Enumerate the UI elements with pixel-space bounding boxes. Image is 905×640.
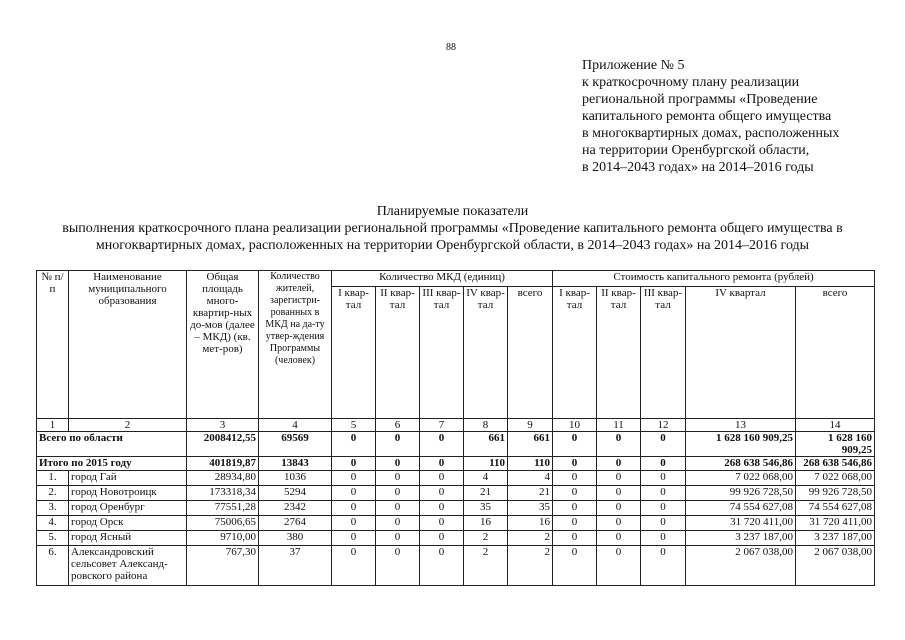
cell: 0 [332, 531, 376, 546]
header-mkd-q2: II квар-тал [376, 287, 420, 419]
cell: 2 [508, 531, 553, 546]
total-label: Всего по области [37, 432, 187, 457]
cell: 4 [464, 471, 508, 486]
cell: 77551,28 [187, 501, 259, 516]
cell: 0 [332, 501, 376, 516]
header-cost-q2: II квар-тал [597, 287, 641, 419]
cell: 28934,80 [187, 471, 259, 486]
col-number: 7 [420, 419, 464, 432]
col-number: 6 [376, 419, 420, 432]
cell: 0 [641, 546, 686, 586]
cell: 0 [420, 546, 464, 586]
cell: 0 [332, 486, 376, 501]
cell: город Гай [69, 471, 187, 486]
cell: 0 [597, 486, 641, 501]
cell: 0 [332, 432, 376, 457]
cell: 0 [641, 471, 686, 486]
cell: 380 [259, 531, 332, 546]
cell: 0 [597, 432, 641, 457]
header-mkd-q3: III квар-тал [420, 287, 464, 419]
cell: 0 [641, 516, 686, 531]
cell: 0 [420, 457, 464, 471]
cell: 0 [420, 516, 464, 531]
cell: 0 [641, 531, 686, 546]
cell: 0 [420, 471, 464, 486]
cell: 99 926 728,50 [796, 486, 875, 501]
cell: 173318,34 [187, 486, 259, 501]
cell: 21 [508, 486, 553, 501]
cell: 3. [37, 501, 69, 516]
cell: 268 638 546,86 [796, 457, 875, 471]
cell: 0 [420, 531, 464, 546]
cell: 69569 [259, 432, 332, 457]
cell: 74 554 627,08 [796, 501, 875, 516]
cell: 0 [553, 531, 597, 546]
cell: 5294 [259, 486, 332, 501]
header-cost-total: всего [796, 287, 875, 419]
cell: 74 554 627,08 [686, 501, 796, 516]
col-number: 13 [686, 419, 796, 432]
header-mkd-q4: IV квар-тал [464, 287, 508, 419]
cell: 0 [553, 432, 597, 457]
cell: 2 [464, 531, 508, 546]
header-cost-group: Стоимость капитального ремонта (рублей) [553, 271, 875, 287]
cell: 31 720 411,00 [686, 516, 796, 531]
cell: 4. [37, 516, 69, 531]
header-area: Общая площадь много-квартир-ных до-мов (далее – МКД) (кв. мет-ров) [187, 271, 259, 419]
page-number: 88 [446, 42, 456, 53]
cell: 0 [376, 546, 420, 586]
cell: 1 628 160 909,25 [686, 432, 796, 457]
cell: 0 [553, 516, 597, 531]
cell: 110 [464, 457, 508, 471]
title-line: выполнения краткосрочного плана реализации региональной программы «Проведение капитального ремонта общего имущества в [62, 221, 843, 236]
cell: 2764 [259, 516, 332, 531]
cell: 110 [508, 457, 553, 471]
cell: 0 [332, 457, 376, 471]
cell: 0 [597, 501, 641, 516]
cell: 7 022 068,00 [796, 471, 875, 486]
cell: 3 237 187,00 [796, 531, 875, 546]
cell: 2342 [259, 501, 332, 516]
header-num: № п/п [37, 271, 69, 419]
cell: 0 [332, 516, 376, 531]
cell: 75006,65 [187, 516, 259, 531]
cell: 3 237 187,00 [686, 531, 796, 546]
col-number: 11 [597, 419, 641, 432]
appendix-line: капитального ремонта общего имущества [582, 109, 832, 124]
cell: 661 [508, 432, 553, 457]
col-number: 3 [187, 419, 259, 432]
cell: 0 [553, 546, 597, 586]
cell: 2 [464, 546, 508, 586]
cell: 0 [641, 486, 686, 501]
cell: 0 [553, 471, 597, 486]
cell: 0 [420, 501, 464, 516]
cell: 4 [508, 471, 553, 486]
cell: 5. [37, 531, 69, 546]
cell: 2008412,55 [187, 432, 259, 457]
cell: 37 [259, 546, 332, 586]
cell: 0 [376, 516, 420, 531]
title-line: Планируемые показатели [376, 204, 529, 219]
cell: 21 [464, 486, 508, 501]
cell: 35 [508, 501, 553, 516]
cell: 401819,87 [187, 457, 259, 471]
col-number: 12 [641, 419, 686, 432]
header-cost-q1: I квар-тал [553, 287, 597, 419]
cell: 31 720 411,00 [796, 516, 875, 531]
cell: 0 [553, 486, 597, 501]
cell: 0 [641, 432, 686, 457]
col-number: 14 [796, 419, 875, 432]
total-label: Итого по 2015 году [37, 457, 187, 471]
cell: город Оренбург [69, 501, 187, 516]
cell: 2 067 038,00 [686, 546, 796, 586]
title-line: многоквартирных домах, расположенных на территории Оренбургской области, в 2014–2043 годах» на 2014–2016 годы [95, 238, 810, 253]
cell: 0 [597, 516, 641, 531]
cell: 1. [37, 471, 69, 486]
cell: 2. [37, 486, 69, 501]
cell: 0 [420, 486, 464, 501]
appendix-line: к краткосрочному плану реализации [582, 75, 800, 90]
cell: город Ясный [69, 531, 187, 546]
cell: 0 [376, 471, 420, 486]
cell: 35 [464, 501, 508, 516]
cell: 0 [376, 432, 420, 457]
appendix-line: в 2014–2043 годах» на 2014–2016 годы [582, 160, 814, 175]
cell: 0 [641, 457, 686, 471]
header-mkd-q1: I квар-тал [332, 287, 376, 419]
cell: 6. [37, 546, 69, 586]
cell: 268 638 546,86 [686, 457, 796, 471]
cell: 0 [597, 531, 641, 546]
cell: 0 [597, 457, 641, 471]
col-number: 8 [464, 419, 508, 432]
appendix-line: в многоквартирных домах, расположенных [582, 126, 840, 141]
cell: город Орск [69, 516, 187, 531]
cell: 767,30 [187, 546, 259, 586]
cell: 7 022 068,00 [686, 471, 796, 486]
col-number: 1 [37, 419, 69, 432]
cell: 0 [332, 471, 376, 486]
appendix-line: региональной программы «Проведение [582, 92, 818, 107]
col-number: 10 [553, 419, 597, 432]
header-residents: Количество жителей, зарегистри-рованных в МКД на да-ту утвер-ждения Программы (человек) [259, 271, 332, 419]
document-title [0, 203, 905, 254]
header-cost-q3: III квар-тал [641, 287, 686, 419]
table-row [37, 516, 875, 531]
cell: 9710,00 [187, 531, 259, 546]
cell: 0 [376, 486, 420, 501]
cell: 1 628 160 909,25 [796, 432, 875, 457]
cell: Александровский сельсовет Александ-ровского района [69, 546, 187, 586]
cell: 0 [420, 432, 464, 457]
cell: 2 [508, 546, 553, 586]
header-mkd-group: Количество МКД (единиц) [332, 271, 553, 287]
cell: 13843 [259, 457, 332, 471]
cell: 0 [332, 546, 376, 586]
cell: город Новотроицк [69, 486, 187, 501]
cell: 0 [553, 501, 597, 516]
appendix-line: на территории Оренбургской области, [582, 143, 810, 158]
cell: 0 [553, 457, 597, 471]
appendix-line: Приложение № 5 [582, 58, 685, 73]
cell: 0 [641, 501, 686, 516]
cell: 99 926 728,50 [686, 486, 796, 501]
cell: 0 [597, 546, 641, 586]
cell: 1036 [259, 471, 332, 486]
cell: 0 [597, 471, 641, 486]
cell: 16 [508, 516, 553, 531]
total-row [37, 457, 875, 471]
col-number: 5 [332, 419, 376, 432]
header-mkd-total: всего [508, 287, 553, 419]
total-row [37, 432, 875, 457]
table-row [37, 501, 875, 516]
cell: 0 [376, 531, 420, 546]
indicators-table [36, 270, 875, 586]
table-row [37, 546, 875, 586]
table-row [37, 531, 875, 546]
cell: 661 [464, 432, 508, 457]
table-row [37, 486, 875, 501]
col-number: 4 [259, 419, 332, 432]
table-row [37, 471, 875, 486]
header-name: Наименование муниципального образования [69, 271, 187, 419]
cell: 16 [464, 516, 508, 531]
column-number-row [37, 419, 875, 432]
cell: 0 [376, 501, 420, 516]
col-number: 2 [69, 419, 187, 432]
cell: 2 067 038,00 [796, 546, 875, 586]
header-cost-q4: IV квартал [686, 287, 796, 419]
cell: 0 [376, 457, 420, 471]
appendix-note [582, 57, 839, 176]
col-number: 9 [508, 419, 553, 432]
